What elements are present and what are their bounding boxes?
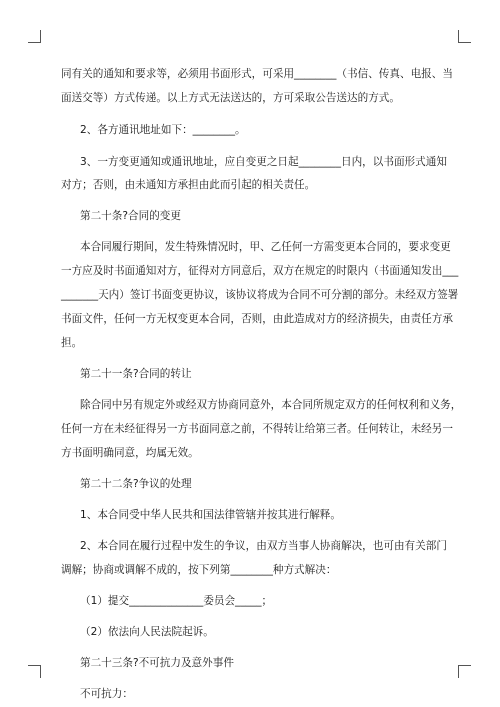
crop-mark-top-left	[28, 30, 41, 43]
paragraph-line: 除合同中另有规定外或经双方协商同意外，本合同所规定双方的任何权利和义务，	[80, 399, 462, 411]
paragraph-line: _______天内）签订书面变更协议，该协议将成为合同不可分割的部分。未经双方签署	[61, 289, 459, 301]
paragraph-line: 方书面明确同意，均属无效。	[61, 447, 199, 459]
paragraph-line: 担。	[61, 337, 83, 349]
paragraph-line: 同有关的通知和要求等，必须用书面形式，可采用________（书信、传真、电报、当	[61, 68, 453, 80]
paragraph-line: 本合同履行期间，发生特殊情况时，甲、乙任何一方需变更本合同的，要求变更	[80, 241, 451, 253]
paragraph-line: 一方应及时书面通知对方，征得对方同意后，双方在规定的时限内（书面通知发出___	[61, 265, 459, 277]
paragraph-line: 2、各方通讯地址如下：________。	[80, 124, 246, 136]
paragraph-line: 调解；协商或调解不成的，按下列第________种方式解决：	[61, 564, 337, 576]
paragraph-line: 不可抗力：	[80, 688, 133, 700]
crop-mark-bottom-left	[28, 665, 41, 678]
paragraph-line: 书面文件，任何一方无权变更本合同，否则，由此造成对方的经济损失，由责任方承	[61, 313, 453, 325]
section-heading: 第二十三条?不可抗力及意外事件	[80, 657, 234, 669]
section-heading: 第二十二条?争议的处理	[80, 478, 192, 490]
paragraph-line: 2、本合同在履行过程中发生的争议，由双方当事人协商解决，也可由有关部门	[80, 540, 447, 552]
paragraph-line: 3、一方变更通知或通讯地址，应自变更之日起________日内，以书面形式通知	[80, 156, 447, 168]
crop-mark-bottom-right	[458, 665, 471, 678]
paragraph-line: 1、本合同受中华人民共和国法律管辖并按其进行解释。	[80, 509, 341, 521]
paragraph-line: 面送交等）方式传递。以上方式无法送达的，方可采取公告送达的方式。	[61, 92, 400, 104]
paragraph-line: 对方；否则，由未通知方承担由此而引起的相关责任。	[61, 179, 316, 191]
paragraph-line: 任何一方在未经征得另一方书面同意之前，不得转让给第三者。任何转让，未经另一	[61, 423, 453, 435]
list-item: （1）提交______________委员会_____；	[80, 595, 273, 607]
list-item: （2）依法向人民法院起诉。	[80, 626, 214, 638]
section-heading: 第二十条?合同的变更	[80, 210, 181, 222]
crop-mark-top-right	[458, 30, 471, 43]
section-heading: 第二十一条?合同的转让	[80, 368, 192, 380]
